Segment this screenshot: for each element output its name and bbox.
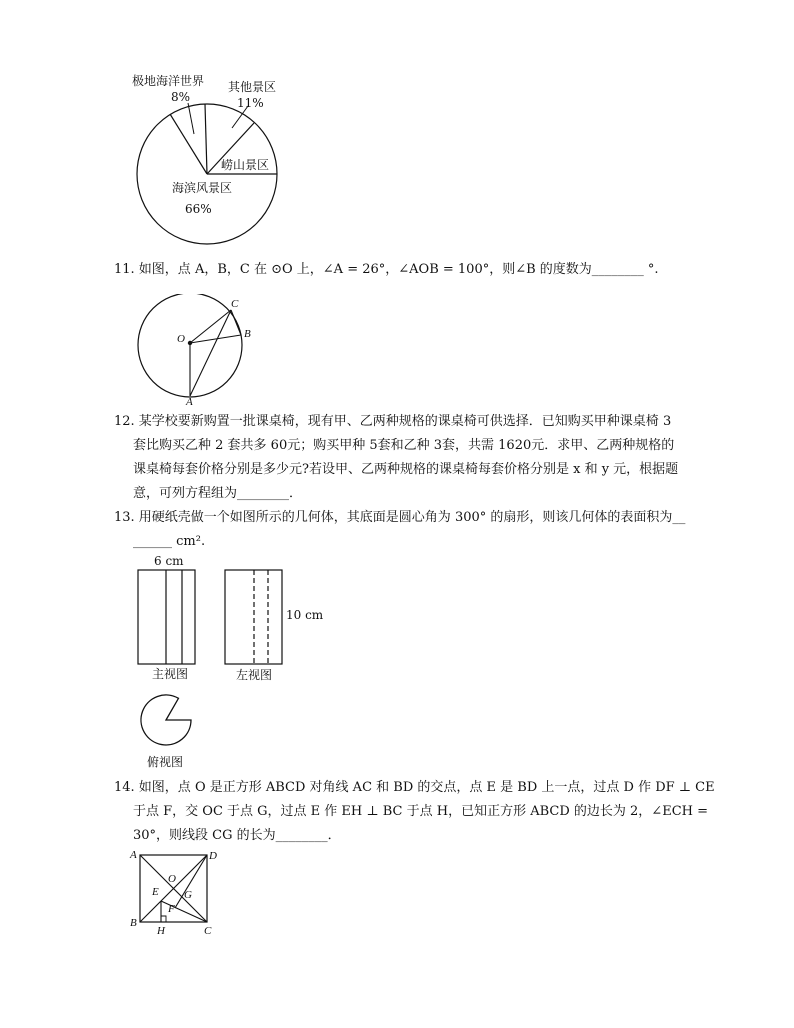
front-view-label: 主视图	[152, 667, 189, 681]
q14-label-D: D	[209, 850, 217, 862]
q14-label-B: B	[130, 917, 137, 929]
q11-label-C: C	[231, 298, 239, 310]
pie-label-seaside: 海滨风景区	[172, 181, 233, 195]
pie-divider-2	[205, 104, 207, 174]
width-label: 6 cm	[154, 554, 184, 568]
pie-chart	[120, 68, 310, 250]
leader-polar	[188, 103, 194, 134]
question-12-line-4: 意，可列方程组为________．	[133, 486, 303, 501]
three-view-figure	[130, 552, 330, 768]
top-view-label: 俯视图	[147, 755, 184, 768]
square-figure	[128, 846, 224, 936]
q11-circle-figure	[130, 294, 270, 406]
question-12-line-1: 12. 某学校要新购置一批课桌椅，现有甲、乙两种规格的课桌椅可供选择．已知购买甲种课桌椅 3	[114, 414, 672, 429]
q11-line-CB	[231, 310, 241, 335]
pie-divider-1	[170, 114, 207, 174]
q11-label-A: A	[186, 396, 193, 406]
question-14-line-2: 于点 F，交 OC 于点 G，过点 E 作 EH ⊥ BC 于点 H，已知正方形 ABCD 的边长为 2，∠ECH =	[133, 804, 708, 819]
question-13-line-2: ______ cm².	[133, 534, 206, 549]
left-view-label: 左视图	[236, 668, 273, 682]
q14-label-F: F	[168, 903, 175, 915]
q11-label-B: B	[244, 328, 251, 340]
question-12-line-3: 课桌椅每套价格分别是多少元?若设甲、乙两种规格的课桌椅每套价格分别是 x 和 y 元，根据题	[133, 462, 679, 477]
q11-center-dot	[188, 341, 192, 345]
pie-label-other-pct: 11%	[237, 96, 264, 110]
q11-label-O: O	[177, 333, 185, 345]
question-14-line-3: 30°，则线段 CG 的长为________．	[133, 828, 341, 843]
right-angle-mark	[161, 916, 166, 922]
q14-label-A: A	[130, 849, 137, 861]
pie-label-other: 其他景区	[228, 80, 277, 94]
pie-label-laoshan: 崂山景区	[221, 158, 270, 172]
question-12-line-2: 套比购买乙种 2 套共多 60元；购买甲种 5套和乙种 3套，共需 1620元．求甲、乙两种规格的	[133, 438, 675, 453]
top-view-sector	[141, 695, 191, 745]
pie-label-polar-pct: 8%	[171, 90, 191, 104]
q14-label-H: H	[157, 925, 165, 936]
pie-label-polar: 极地海洋世界	[132, 74, 205, 88]
q14-label-O: O	[168, 873, 176, 885]
question-14-line-1: 14. 如图，点 O 是正方形 ABCD 对角线 AC 和 BD 的交点，点 E 是 BD 上一点，过点 D 作 DF ⊥ CE	[114, 780, 715, 795]
q14-label-C: C	[204, 925, 212, 936]
height-label: 10 cm	[286, 608, 324, 622]
left-view-rect	[225, 570, 282, 664]
q14-label-E: E	[152, 886, 159, 898]
question-13-line-1: 13. 用硬纸壳做一个如图所示的几何体，其底面是圆心角为 300° 的扇形，则该几何体的表面积为__	[114, 510, 686, 525]
pie-label-seaside-pct: 66%	[185, 202, 212, 216]
question-11-text: 11. 如图，点 A，B，C 在 ⊙O 上，∠A = 26°，∠AOB = 100°，则∠B 的度数为________ °.	[114, 262, 659, 277]
q14-label-G: G	[184, 889, 192, 901]
